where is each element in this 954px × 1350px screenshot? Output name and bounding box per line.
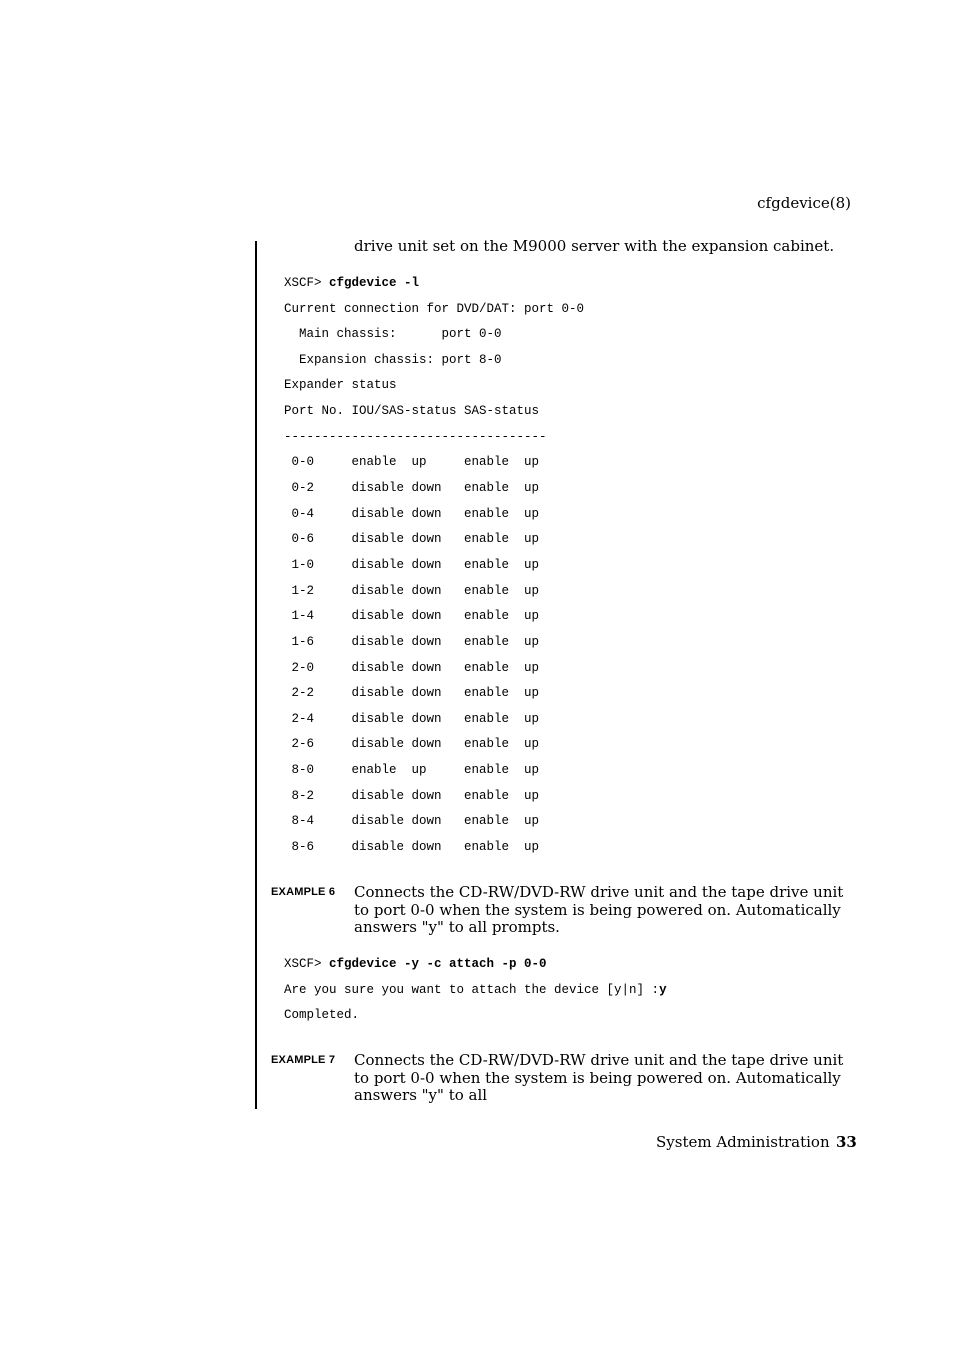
table-row: 2-4 disable down enable up <box>284 712 540 726</box>
expansion-chassis-line: Expansion chassis: port 8-0 <box>284 353 502 367</box>
expander-status-line: Expander status <box>284 378 397 392</box>
page-number: 33 <box>836 1133 857 1151</box>
command: cfgdevice -y -c attach -p 0-0 <box>329 957 547 971</box>
footer-title: System Administration <box>656 1133 830 1151</box>
table-row: 2-2 disable down enable up <box>284 686 540 700</box>
listing1-command-line <box>284 276 419 291</box>
example-6-description: Connects the CD-RW/DVD-RW drive unit and the tape drive unit to port 0-0 when the system is being powered on. Automatically answers "y" to all prompts. <box>354 883 844 936</box>
table-header: Port No. IOU/SAS-status SAS-status <box>284 404 540 418</box>
intro-text: drive unit set on the M9000 server with the expansion cabinet. <box>354 237 835 255</box>
table-row: 8-2 disable down enable up <box>284 789 540 803</box>
question: Are you sure you want to attach the device [y|n] : <box>284 983 660 997</box>
answer: y <box>659 983 667 997</box>
table-row: 2-6 disable down enable up <box>284 737 540 751</box>
table-row: 0-2 disable down enable up <box>284 481 540 495</box>
table-row: 0-0 enable up enable up <box>284 455 540 469</box>
command: cfgdevice -l <box>329 276 420 290</box>
table-row: 8-4 disable down enable up <box>284 814 540 828</box>
table-row: 1-4 disable down enable up <box>284 609 540 623</box>
change-bar <box>255 241 257 1109</box>
table-row: 8-0 enable up enable up <box>284 763 540 777</box>
table-row: 0-6 disable down enable up <box>284 532 540 546</box>
example-6-command-line <box>284 957 547 972</box>
example-6-question-line <box>284 983 667 998</box>
table-row: 1-0 disable down enable up <box>284 558 540 572</box>
main-chassis-line: Main chassis: port 0-0 <box>284 327 502 341</box>
table-row: 8-6 disable down enable up <box>284 840 540 854</box>
prompt: XSCF> <box>284 276 330 290</box>
table-row: 1-2 disable down enable up <box>284 584 540 598</box>
table-separator: ----------------------------------- <box>284 430 547 444</box>
prompt: XSCF> <box>284 957 330 971</box>
running-header: cfgdevice(8) <box>757 194 851 212</box>
example-6-label: EXAMPLE 6 <box>271 886 336 898</box>
current-connection-line: Current connection for DVD/DAT: port 0-0 <box>284 302 585 316</box>
table-row: 0-4 disable down enable up <box>284 507 540 521</box>
example-7-description: Connects the CD-RW/DVD-RW drive unit and the tape drive unit to port 0-0 when the system is being powered on. Automatically answers "y" to all <box>354 1051 844 1104</box>
example-6-result-line: Completed. <box>284 1008 360 1022</box>
example-7-label: EXAMPLE 7 <box>271 1054 336 1066</box>
table-row: 1-6 disable down enable up <box>284 635 540 649</box>
table-row: 2-0 disable down enable up <box>284 661 540 675</box>
